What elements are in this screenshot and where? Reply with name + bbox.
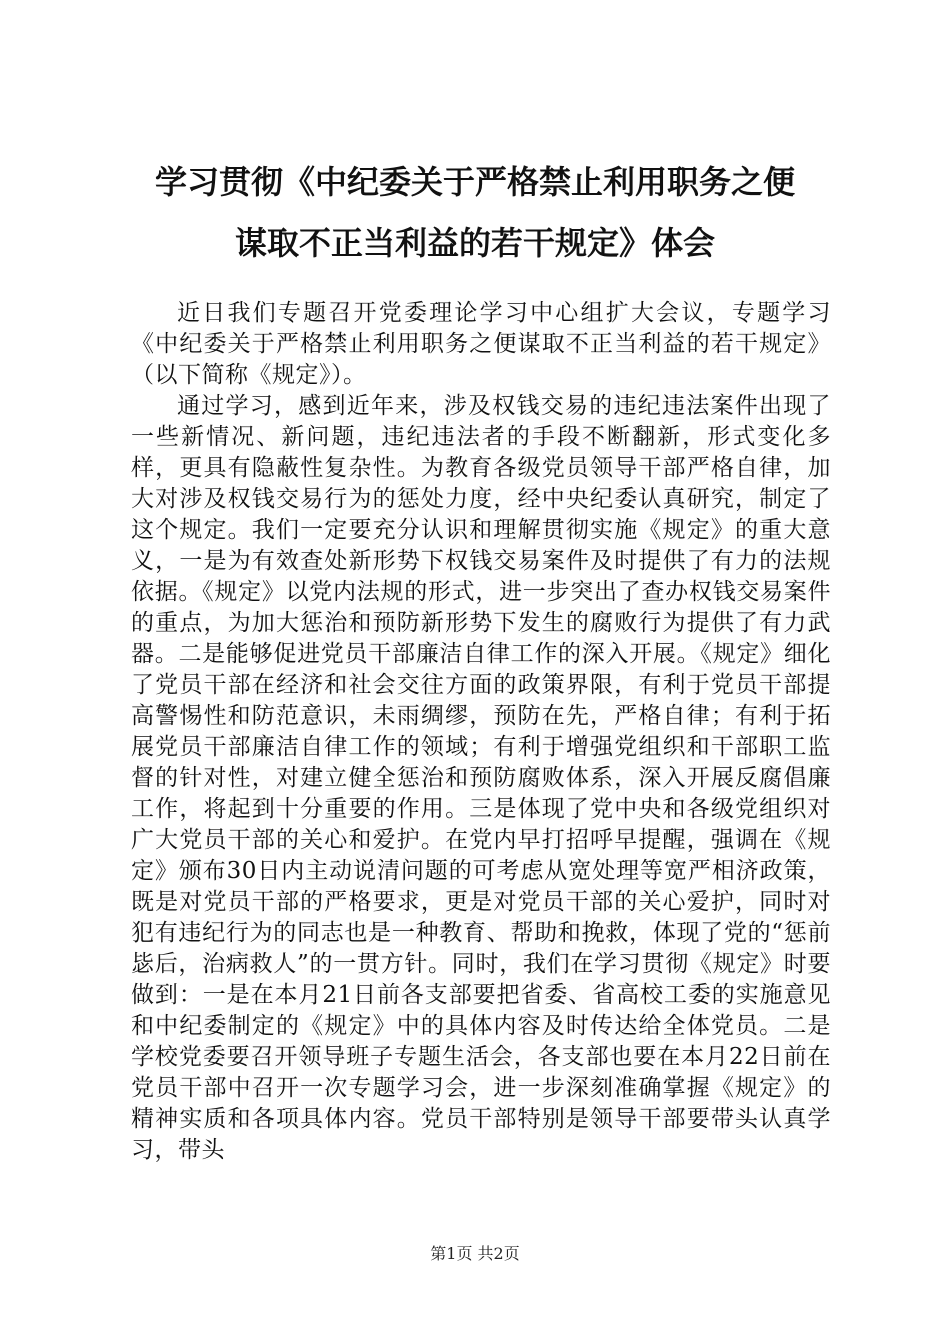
document-title-line-2: 谋取不正当利益的若干规定》体会	[234, 224, 715, 262]
paragraph-2: 通过学习，感到近年来，涉及权钱交易的违纪违法案件出现了一些新情况、新问题，违纪违法者的手段不断翻新，形式变化多样，更具有隐蔽性复杂性。为教育各级党员领导干部严格自律，加大对涉及权钱交易行为的惩处力度，经中央纪委认真研究，制定了这个规定。我们一定要充分认识和理解贯彻实施《规定》的重大意义，一是为有效查处新形势下权钱交易案件及时提供了有力的法规依据。《规定》以党内法规的形式，进一步突出了查办权钱交易案件的重点，为加大惩治和预防新形势下发生的腐败行为提供了有力武器。二是能够促进党员干部廉洁自律工作的深入开展。《规定》细化了党员干部在经济和社会交往方面的政策界限，有利于党员干部提高警惕性和防范意识，未雨绸缪，预防在先，严格自律；有利于拓展党员干部廉洁自律工作的领域；有利于增强党组织和干部职工监督的针对性，对建立健全惩治和预防腐败体系，深入开展反腐倡廉工作，将起到十分重要的作用。三是体现了党中央和各级党组织对广大党员干部的关心和爱护。在党内早打招呼早提醒，强调在《规定》颁布30日内主动说清问题的可考虑从宽处理等宽严相济政策，既是对党员干部的严格要求，更是对党员干部的关心爱护，同时对犯有违纪行为的同志也是一种教育、帮助和挽救，体现了党的“惩前毖后，治病救人”的一贯方针。同时，我们在学习贯彻《规定》时要做到：一是在本月21日前各支部要把省委、省高校工委的实施意见和中纪委制定的《规定》中的具体内容及时传达给全体党员。二是学校党委要召开领导班子专题生活会，各支部也要在本月22日前在党员干部中召开一次专题学习会，进一步深刻准确掌握《规定》的精神实质和各项具体内容。党员干部特别是领导干部要带头认真学习，带头	[131, 393, 831, 1163]
page-footer: 第1页 共2页	[430, 1244, 520, 1263]
document-title-line-1: 学习贯彻《中纪委关于严格禁止利用职务之便	[154, 163, 795, 201]
paragraph-1: 近日我们专题召开党委理论学习中心组扩大会议，专题学习《中纪委关于严格禁止利用职务之便谋取不正当利益的若干规定》（以下简称《规定》）。	[131, 300, 831, 388]
document-body	[131, 298, 831, 1166]
